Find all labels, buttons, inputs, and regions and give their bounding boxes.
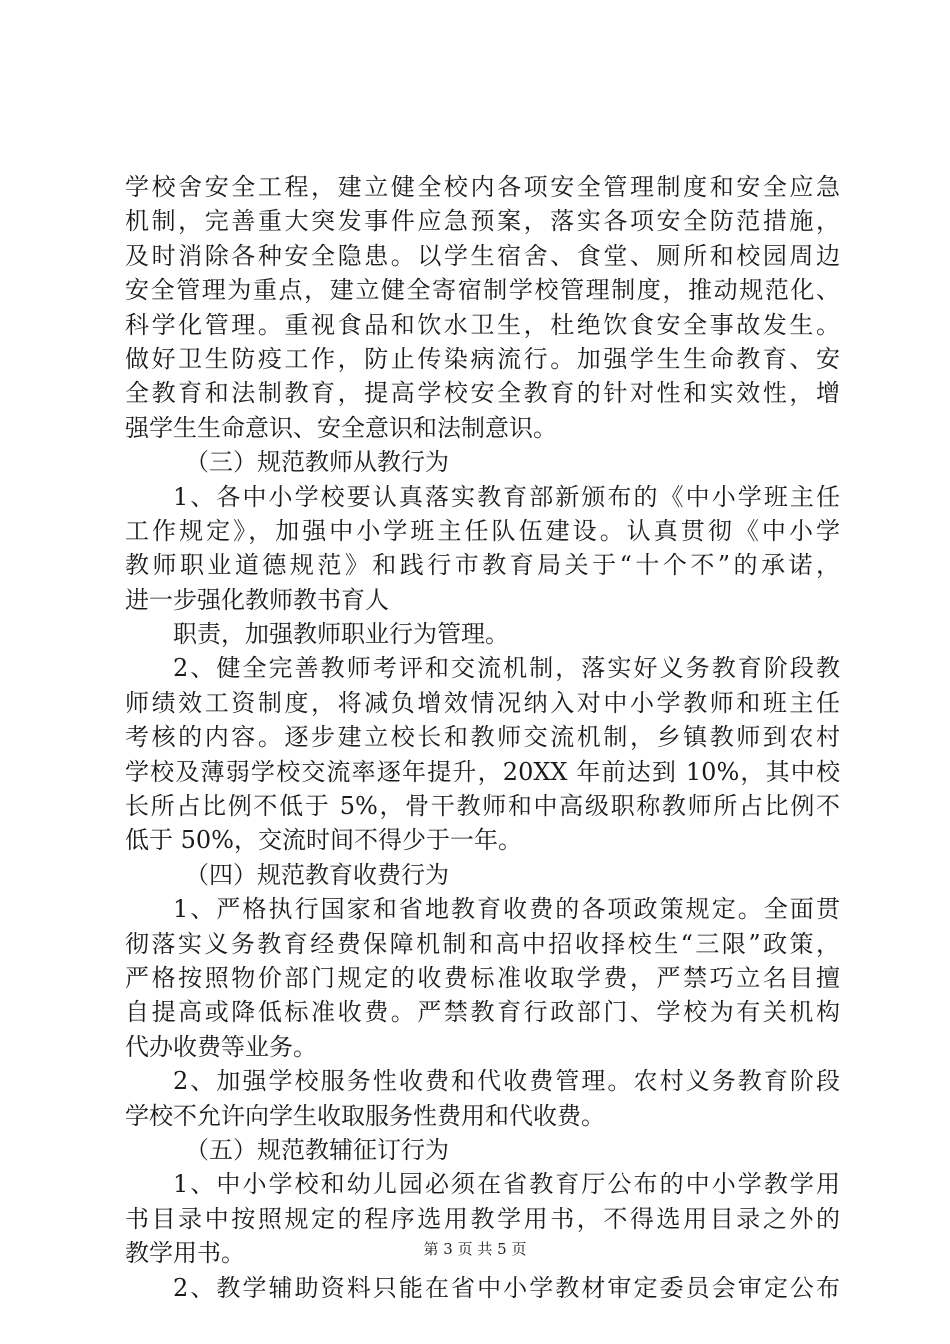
paragraph-line: 安全管理为重点，建立健全寄宿制学校管理制度，推动规范化、	[125, 276, 840, 305]
paragraph-line: 及时消除各种安全隐患。以学生宿舍、食堂、厕所和校园周边	[125, 241, 840, 270]
paragraph-line: 科学化管理。重视食品和饮水卫生，杜绝饮食安全事故发生。	[125, 310, 840, 339]
paragraph-line: 自提高或降低标准收费。严禁教育行政部门、学校为有关机构	[125, 998, 840, 1027]
paragraph-line: 做好卫生防疫工作，防止传染病流行。加强学生生命教育、安	[125, 344, 840, 373]
paragraph-line: 教学用书。	[125, 1239, 245, 1268]
paragraph-line: 2、教学辅助资料只能在省中小学教材审定委员会审定公布	[173, 1273, 840, 1302]
paragraph-line: 书目录中按照规定的程序选用教学用书，不得选用目录之外的	[125, 1204, 840, 1233]
section-heading: （五）规范教辅征订行为	[185, 1135, 449, 1164]
paragraph-line: 代办收费等业务。	[125, 1032, 317, 1061]
page-footer: 第 3 页 共 5 页	[423, 1240, 527, 1258]
paragraph-line: 学校舍安全工程，建立健全校内各项安全管理制度和安全应急	[125, 173, 840, 201]
paragraph-line: 严格按照物价部门规定的收费标准收取学费，严禁巧立名目擅	[125, 963, 840, 992]
paragraph-line: 1、中小学校和幼儿园必须在省教育厅公布的中小学教学用	[173, 1170, 840, 1199]
paragraph-line: 机制，完善重大突发事件应急预案，落实各项安全防范措施，	[125, 207, 840, 236]
document-body	[125, 170, 840, 1305]
paragraph-line: 低于 50%，交流时间不得少于一年。	[125, 826, 522, 855]
paragraph-line: 1、各中小学校要认真落实教育部新颁布的《中小学班主任	[173, 482, 840, 511]
paragraph-line: 2、健全完善教师考评和交流机制，落实好义务教育阶段教	[173, 654, 840, 683]
paragraph-line: 工作规定》，加强中小学班主任队伍建设。认真贯彻《中小学	[125, 516, 840, 545]
paragraph-line: 学校及薄弱学校交流率逐年提升，20XX 年前达到 10%，其中校	[125, 757, 840, 786]
section-heading: （四）规范教育收费行为	[185, 860, 449, 889]
paragraph-line: 长所占比例不低于 5%，骨干教师和中高级职称教师所占比例不	[125, 792, 840, 821]
paragraph-line: 进一步强化教师教书育人	[125, 585, 389, 614]
paragraph-line: 师绩效工资制度，将减负增效情况纳入对中小学教师和班主任	[125, 688, 840, 717]
paragraph-line: 考核的内容。逐步建立校长和教师交流机制，乡镇教师到农村	[125, 723, 840, 752]
paragraph-line: 彻落实义务教育经费保障机制和高中招收择校生“三限”政策，	[125, 929, 840, 958]
paragraph-line: 1、严格执行国家和省地教育收费的各项政策规定。全面贯	[173, 895, 840, 924]
section-heading: （三）规范教师从教行为	[185, 448, 449, 477]
paragraph-line: 强学生生命意识、安全意识和法制意识。	[125, 413, 557, 442]
paragraph-line: 职责，加强教师职业行为管理。	[173, 620, 509, 649]
paragraph-line: 学校不允许向学生收取服务性费用和代收费。	[125, 1101, 605, 1130]
paragraph-line: 教师职业道德规范》和践行市教育局关于“十个不”的承诺，	[125, 551, 840, 580]
paragraph-line: 全教育和法制教育，提高学校安全教育的针对性和实效性，增	[125, 379, 840, 408]
paragraph-line: 2、加强学校服务性收费和代收费管理。农村义务教育阶段	[173, 1067, 840, 1096]
